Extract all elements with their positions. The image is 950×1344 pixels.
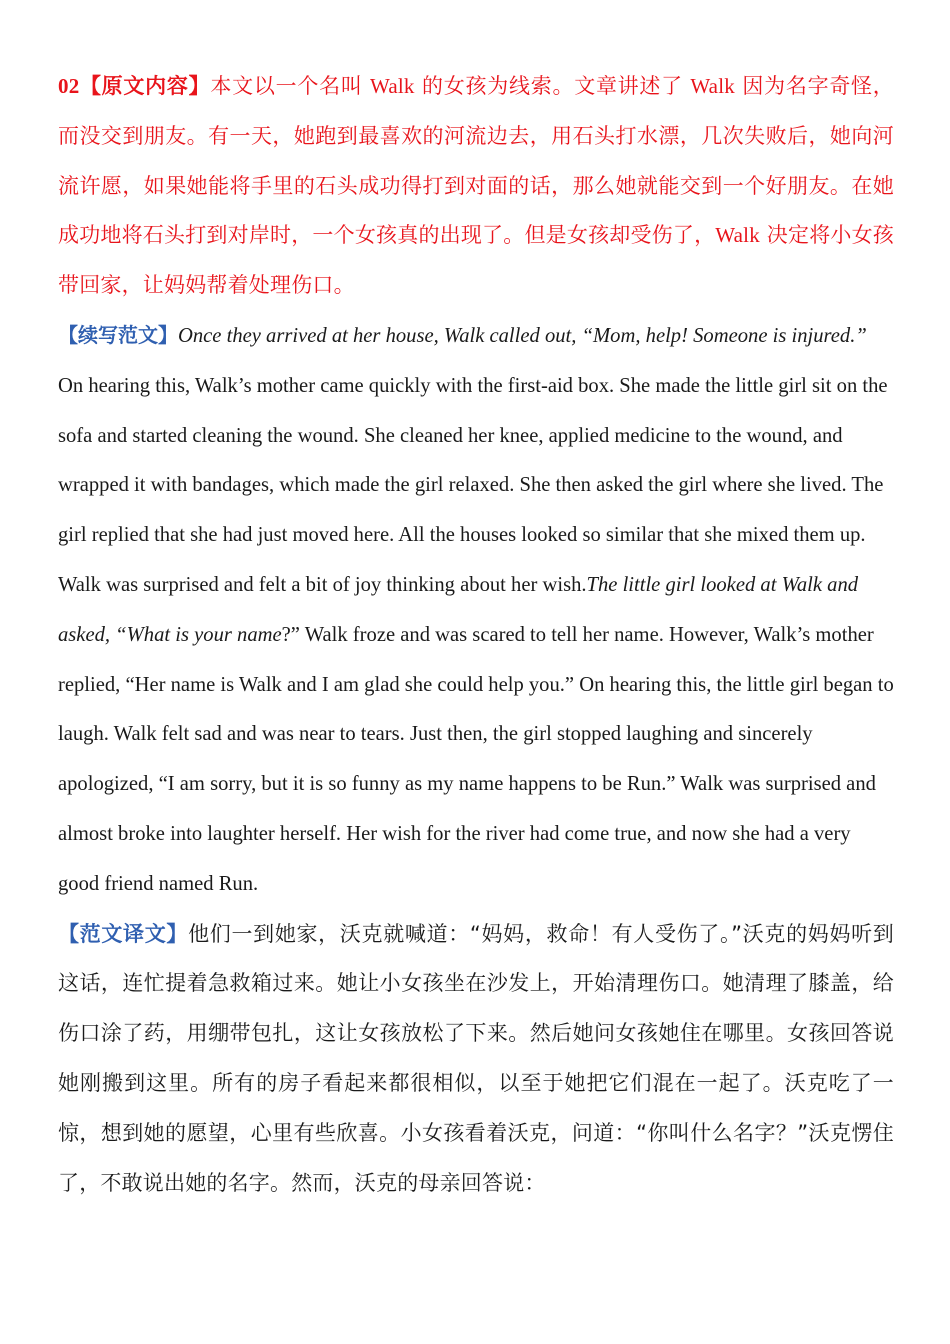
summary-text-segment: 因为名字奇怪，而没交到朋友。有一天，她跑到最喜欢的河流边去，用石头打水漂，几次失败后，她向河流许愿，如果她能将手里的石头成功得打到对面的话，那么她就能交到一个好朋友。在她成功地将石头打到对岸时，一个女孩真的出现了。但是女孩却受伤了， xyxy=(58,74,894,248)
summary-text-segment: 的女孩为线索。文章讲述了 xyxy=(414,74,691,98)
summary-name-walk: Walk xyxy=(715,223,760,248)
original-summary-paragraph xyxy=(58,62,894,311)
essay-middle-sentence: The little girl looked at Walk and asked, “What is your name xyxy=(58,573,859,646)
summary-text-segment: 决定将小女孩带回家，让妈妈帮着处理伤口。 xyxy=(58,223,894,298)
essay-body-text: ?” Walk froze and was scared to tell her name. However, Walk’s mother replied, “Her name is Walk and I am glad she could help you.” On hearing this, the little girl began to laugh. Walk felt sad and was near to tears. Just then, the girl stopped laughing and sincerely apologized, “I am sorry, but it is so funny as my name happens to be Run.” Walk was surprised and almost broke into laughter herself. Her wish for the river had come true, and now she had a very good friend named Run. xyxy=(58,623,894,895)
summary-text-segment: 本文以一个名叫 xyxy=(210,74,370,98)
summary-name-walk: Walk xyxy=(370,74,415,98)
model-essay-paragraph xyxy=(58,311,894,910)
translation-paragraph xyxy=(58,910,894,1209)
summary-name-walk: Walk xyxy=(690,74,735,98)
essay-opening-sentence: Once they arrived at her house, Walk called out, “Mom, help! Someone is injured.” xyxy=(178,324,867,347)
translation-text: 他们一到她家，沃克就喊道：“妈妈，救命！有人受伤了。”沃克的妈妈听到这话，连忙提着急救箱过来。她让小女孩坐在沙发上，开始清理伤口。她清理了膝盖，给伤口涂了药，用绷带包扎，这让女孩放松了下来。然后她问女孩她住在哪里。女孩回答说她刚搬到这里。所有的房子看起来都很相似，以至于她把它们混在一起了。沃克吃了一惊，想到她的愿望，心里有些欣喜。小女孩看着沃克，问道：“你叫什么名字？”沃克愣住了，不敢说出她的名字。然而，沃克的母亲回答说： xyxy=(58,921,895,1195)
translation-heading: 【范文译文】 xyxy=(58,921,189,946)
essay-body-text: On hearing this, Walk’s mother came quickly with the first-aid box. She made the little girl sit on the sofa and started cleaning the wound. She cleaned her knee, applied medicine to the wound, and wrapped it with bandages, which made the girl relaxed. She then asked the girl where she lived. The girl replied that she had just moved here. All the houses looked so similar that she mixed them up. Walk was surprised and felt a bit of joy thinking about her wish. xyxy=(58,374,888,596)
model-essay-heading: 【续写范文】 xyxy=(58,322,178,347)
document-page xyxy=(58,62,894,1208)
section-number: 02 xyxy=(58,74,80,98)
original-summary-heading: 【原文内容】 xyxy=(79,74,211,98)
